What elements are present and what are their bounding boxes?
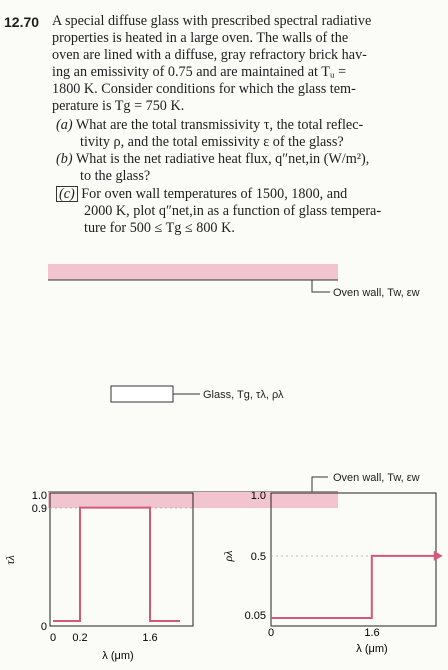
chart2-ylabel: ρλ (221, 550, 235, 562)
statement-line: A special diffuse glass with prescribed spectral radiative (52, 13, 372, 29)
chart2-arrowhead (434, 551, 443, 561)
statement-line: perature is Tg = 750 K. (52, 98, 185, 114)
problem-number: 12.70 (4, 14, 40, 30)
statement-line: oven are lined with a diffuse, gray refractory brick hav- (52, 47, 367, 63)
part-a-label: (a) (56, 117, 73, 133)
chart2-ytick: 0.5 (250, 551, 266, 563)
part-c-line: ture for 500 ≤ Tg ≤ 800 K. (84, 220, 235, 236)
chart2-ytick: 0.05 (244, 610, 266, 622)
chart1-xtick: 0 (49, 632, 57, 644)
part-c-line: For oven wall temperatures of 1500, 1800, and (81, 186, 348, 202)
glass-label: Glass, Tg, τλ, ρλ (203, 389, 284, 401)
part-c-line: 2000 K, plot q″net,in as a function of glass tempera- (84, 203, 382, 219)
part-a-line: tivity ρ, and the total emissivity ε of the glass? (80, 134, 344, 150)
part-a-line: What are the total transmissivity τ, the total reflec- (75, 117, 364, 133)
chart1-ylabel: τλ (3, 555, 17, 565)
chart2-series-line (271, 556, 435, 618)
chart2-ytick: 1.0 (250, 490, 266, 502)
chart2-xtick: 0 (267, 627, 275, 639)
chart1-xtick: 0.2 (72, 632, 88, 644)
top-wall-label: Oven wall, Tw, εw (333, 287, 420, 299)
statement-line: ing an emissivity of 0.75 and are maintained at Tᵤ = (52, 64, 347, 80)
chart1-ytick: 1.0 (31, 490, 47, 502)
chart2-xlabel: λ (μm) (356, 643, 388, 655)
chart1-ytick: 0 (40, 621, 47, 633)
chart1-ytick: 0.9 (31, 503, 47, 515)
statement-line: 1800 K. Consider conditions for which the glass tem- (52, 81, 356, 97)
part-b-label: (b) (56, 151, 73, 167)
statement-line: properties is heated in a large oven. The walls of the (52, 30, 349, 46)
part-b-line: What is the net radiative heat flux, q″net,in (W/m²), (75, 151, 370, 167)
chart1-xlabel: λ (μm) (102, 650, 134, 662)
chart1-xtick: 1.6 (142, 632, 158, 644)
chart2-frame (271, 493, 436, 626)
chart2-xtick: 1.6 (364, 627, 380, 639)
part-c-label: (c) (56, 186, 78, 202)
bottom-wall-label: Oven wall, Tw, εw (333, 472, 420, 484)
part-b-line: to the glass? (80, 168, 151, 184)
